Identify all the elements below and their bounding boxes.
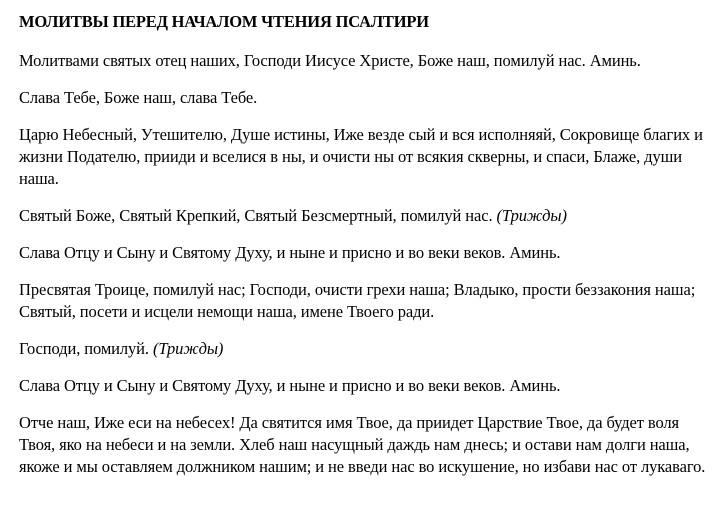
prayer-text: Слава Тебе, Боже наш, слава Тебе. [19, 88, 258, 107]
prayer-paragraph [19, 412, 719, 478]
repeat-note: (Трижды) [496, 206, 567, 225]
repeat-note: (Трижды) [152, 339, 224, 358]
prayer-paragraph [19, 124, 719, 190]
prayer-paragraph [19, 50, 719, 72]
prayer-paragraph [19, 87, 719, 109]
prayer-paragraph [19, 205, 719, 227]
prayer-paragraph [19, 242, 719, 264]
prayer-text: Молитвами святых отец наших, Господи Иисусе Христе, Боже наш, помилуй нас. Аминь. [19, 51, 641, 70]
prayer-text: Отче наш, Иже еси на небесех! Да святится имя Твое, да приидет Царствие Твое, да будет воля Твоя, яко на небеси и на земли. Хлеб наш насущный даждь нам днесь; и остави нам долги наша, якоже и мы оставляем должником нашим; и не введи нас во искушение, но избави нас от лукаваго. [19, 413, 706, 476]
prayer-text: Царю Небесный, Утешителю, Душе истины, Иже везде сый и вся исполняяй, Сокровище благих и жизни Подателю, прииди и вселися в ны, и очисти ны от всякия скверны, и спаси, Блаже, души наша. [19, 125, 703, 188]
prayer-text: Слава Отцу и Сыну и Святому Духу, и ныне и присно и во веки веков. Аминь. [19, 376, 561, 395]
prayer-text: Пресвятая Троице, помилуй нас; Господи, очисти грехи наша; Владыко, прости беззакония наша; Святый, посети и исцели немощи наша, имене Твоего ради. [19, 280, 696, 321]
prayer-text: Господи, помилуй. [19, 339, 149, 358]
prayer-paragraph [19, 375, 719, 397]
prayer-paragraph [19, 338, 719, 360]
prayer-text: Слава Отцу и Сыну и Святому Духу, и ныне и присно и во веки веков. Аминь. [19, 243, 561, 262]
prayer-text: Святый Боже, Святый Крепкий, Святый Безсмертный, помилуй нас. [19, 206, 493, 225]
document-page [19, 9, 719, 493]
prayer-paragraph [19, 279, 719, 323]
document-title: МОЛИТВЫ ПЕРЕД НАЧАЛОМ ЧТЕНИЯ ПСАЛТИРИ [19, 12, 429, 31]
